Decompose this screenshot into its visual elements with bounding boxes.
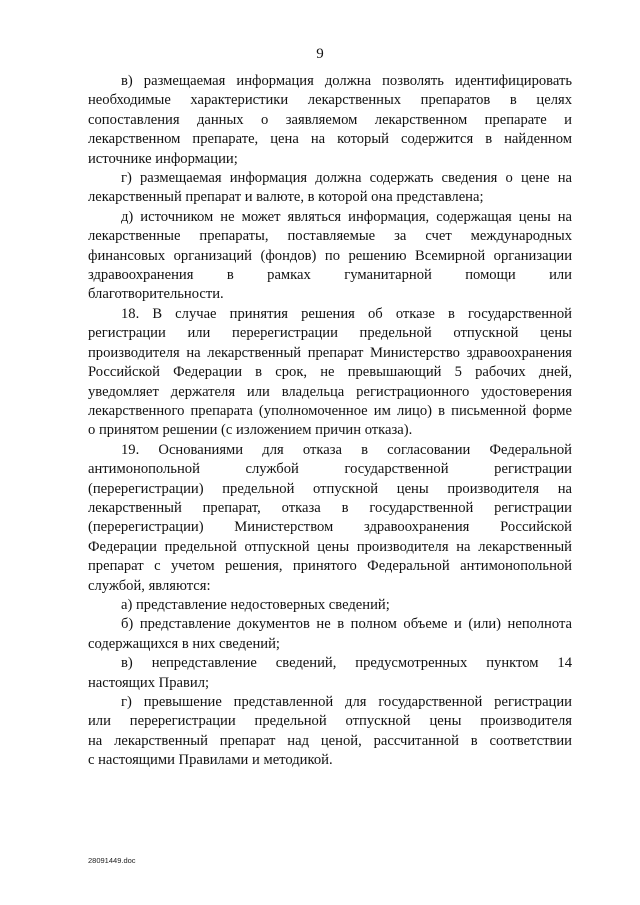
text-line: с настоящими Правилами и методикой. (88, 752, 333, 769)
text-line: финансовых организаций (фондов) по решению Всемирной организации (88, 247, 572, 264)
text-line: на лекарственный препарат над ценой, рассчитанной в соответствии (88, 732, 572, 749)
text-line: 19. Основаниями для отказа в согласовании Федеральной (121, 441, 572, 458)
paragraph-g-item (88, 169, 572, 208)
page-number: 9 (316, 46, 324, 62)
text-line: в) размещаемая информация должна позволять идентифицировать (121, 73, 572, 89)
footer-file-code: 28091449.doc (88, 856, 136, 865)
text-line: сопоставления данных о заявляемом лекарственном препарате и (88, 111, 572, 128)
paragraph-19-a (88, 596, 572, 615)
paragraph-d-item (88, 208, 572, 305)
text-line: г) превышение представленной для государственной регистрации (121, 694, 572, 710)
paragraph-clause-18 (88, 305, 572, 441)
text-line: регистрации или перерегистрации предельной отпускной цены (88, 325, 572, 342)
text-line: лекарственные препараты, поставляемые за счет международных (88, 228, 572, 245)
text-line: источнике информации; (88, 150, 238, 167)
paragraph-v-item (88, 72, 572, 169)
text-line: содержащихся в них сведений; (88, 635, 280, 652)
text-line: 18. В случае принятия решения об отказе в государственной (121, 305, 572, 322)
text-line: Российской Федерации в срок, не превышающий 5 рабочих дней, (88, 364, 572, 381)
text-line: службой, являются: (88, 577, 211, 594)
paragraph-19-v (88, 654, 572, 693)
text-line: настоящих Правил; (88, 674, 210, 691)
text-line: лекарственный препарат и валюте, в которой она представлена; (88, 189, 484, 206)
text-line: лекарственного препарата (уполномоченное им лицо) в письменной форме (88, 402, 572, 419)
paragraph-19-b (88, 615, 572, 654)
text-line: б) представление документов не в полном объеме и (или) неполнота (121, 616, 572, 633)
text-line: в) непредставление сведений, предусмотренных пунктом 14 (121, 655, 572, 672)
text-line: благотворительности. (88, 286, 224, 303)
text-line: уведомляет держателя или владельца регистрационного удостоверения (88, 383, 572, 400)
document-body (88, 72, 572, 771)
text-line: необходимые характеристики лекарственных препаратов в целях (88, 92, 572, 109)
text-line: (перерегистрации) Министерством здравоохранения Российской (88, 519, 572, 536)
text-line: препарат с учетом решения, принятого Федеральной антимонопольной (88, 558, 572, 575)
paragraph-19-g (88, 693, 572, 771)
text-line: лекарственном препарате, цена на который содержится в найденном (88, 131, 572, 148)
text-line: Федерации предельной отпускной цены производителя на лекарственный (88, 538, 572, 555)
text-line: о принятом решении (с изложением причин отказа). (88, 422, 413, 439)
paragraph-clause-19 (88, 441, 572, 596)
text-line: производителя на лекарственный препарат Министерство здравоохранения (88, 344, 572, 361)
text-line: антимонопольной службой государственной регистрации (88, 461, 572, 478)
text-line: лекарственный препарат, отказа в государственной регистрации (88, 499, 572, 516)
text-line: здравоохранения в рамках гуманитарной помощи или (88, 267, 572, 284)
text-line: г) размещаемая информация должна содержать сведения о цене на (121, 170, 572, 187)
text-line: а) представление недостоверных сведений; (121, 596, 390, 613)
text-line: (перерегистрации) предельной отпускной цены производителя на (88, 480, 572, 497)
text-line: или перерегистрации предельной отпускной цены производителя (88, 713, 572, 730)
text-line: д) источником не может являться информация, содержащая цены на (121, 208, 572, 225)
